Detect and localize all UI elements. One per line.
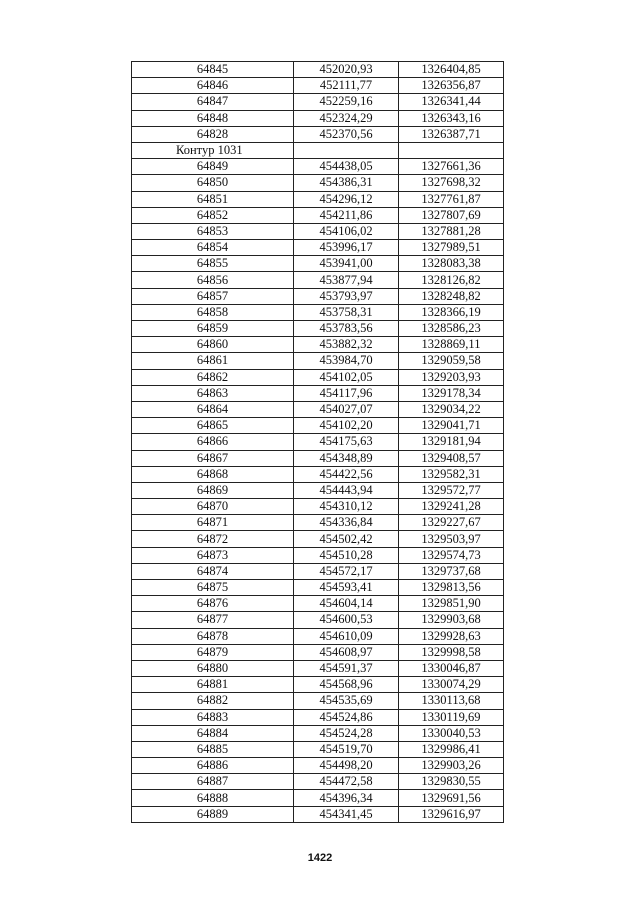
empty-x-cell	[294, 142, 399, 158]
y-coordinate-cell: 1326356,87	[399, 78, 504, 94]
x-coordinate-cell: 454502,42	[294, 531, 399, 547]
point-number-cell: 64849	[132, 159, 294, 175]
y-coordinate-cell: 1326343,16	[399, 110, 504, 126]
x-coordinate-cell: 454608,97	[294, 644, 399, 660]
x-coordinate-cell: 452111,77	[294, 78, 399, 94]
y-coordinate-cell: 1329408,57	[399, 450, 504, 466]
y-coordinate-cell: 1329903,68	[399, 612, 504, 628]
y-coordinate-cell: 1328586,23	[399, 321, 504, 337]
x-coordinate-cell: 452324,29	[294, 110, 399, 126]
point-number-cell: 64887	[132, 774, 294, 790]
point-number-cell: 64857	[132, 288, 294, 304]
point-number-cell: 64848	[132, 110, 294, 126]
point-number-cell: 64876	[132, 596, 294, 612]
point-number-cell: 64877	[132, 612, 294, 628]
point-number-cell: 64873	[132, 547, 294, 563]
x-coordinate-cell: 453877,94	[294, 272, 399, 288]
y-coordinate-cell: 1327761,87	[399, 191, 504, 207]
point-number-cell: 64864	[132, 401, 294, 417]
point-number-cell: 64880	[132, 660, 294, 676]
table-row	[132, 466, 504, 482]
x-coordinate-cell: 454600,53	[294, 612, 399, 628]
contour-header-row	[132, 142, 504, 158]
x-coordinate-cell: 454027,07	[294, 401, 399, 417]
point-number-cell: 64866	[132, 434, 294, 450]
table-row	[132, 353, 504, 369]
point-number-cell: 64861	[132, 353, 294, 369]
x-coordinate-cell: 454524,86	[294, 709, 399, 725]
table-row	[132, 337, 504, 353]
table-row	[132, 596, 504, 612]
point-number-cell: 64878	[132, 628, 294, 644]
point-number-cell: 64869	[132, 482, 294, 498]
x-coordinate-cell: 453882,32	[294, 337, 399, 353]
table-row	[132, 515, 504, 531]
x-coordinate-cell: 454568,96	[294, 677, 399, 693]
table-row	[132, 531, 504, 547]
point-number-cell: 64881	[132, 677, 294, 693]
point-number-cell: 64879	[132, 644, 294, 660]
y-coordinate-cell: 1329572,77	[399, 482, 504, 498]
table-row	[132, 693, 504, 709]
table-row	[132, 774, 504, 790]
table-row	[132, 499, 504, 515]
point-number-cell: 64862	[132, 369, 294, 385]
y-coordinate-cell: 1328869,11	[399, 337, 504, 353]
point-number-cell: 64886	[132, 758, 294, 774]
point-number-cell: 64845	[132, 62, 294, 78]
point-number-cell: 64870	[132, 499, 294, 515]
y-coordinate-cell: 1329241,28	[399, 499, 504, 515]
point-number-cell: 64860	[132, 337, 294, 353]
table-row	[132, 304, 504, 320]
x-coordinate-cell: 453758,31	[294, 304, 399, 320]
point-number-cell: 64850	[132, 175, 294, 191]
x-coordinate-cell: 452259,16	[294, 94, 399, 110]
empty-y-cell	[399, 142, 504, 158]
table-row	[132, 175, 504, 191]
x-coordinate-cell: 454348,89	[294, 450, 399, 466]
table-row	[132, 78, 504, 94]
contour-label: Контур 1031	[132, 142, 294, 158]
table-row	[132, 758, 504, 774]
y-coordinate-cell: 1329059,58	[399, 353, 504, 369]
table-row	[132, 660, 504, 676]
point-number-cell: 64883	[132, 709, 294, 725]
table-row	[132, 612, 504, 628]
y-coordinate-cell: 1327989,51	[399, 240, 504, 256]
point-number-cell: 64882	[132, 693, 294, 709]
x-coordinate-cell: 454524,28	[294, 725, 399, 741]
coordinates-table	[131, 61, 504, 823]
table-row	[132, 207, 504, 223]
y-coordinate-cell: 1326341,44	[399, 94, 504, 110]
x-coordinate-cell: 454443,94	[294, 482, 399, 498]
x-coordinate-cell: 454572,17	[294, 563, 399, 579]
point-number-cell: 64853	[132, 223, 294, 239]
table-row	[132, 644, 504, 660]
x-coordinate-cell: 454310,12	[294, 499, 399, 515]
table-row	[132, 677, 504, 693]
table-row	[132, 482, 504, 498]
table-row	[132, 385, 504, 401]
x-coordinate-cell: 454296,12	[294, 191, 399, 207]
y-coordinate-cell: 1329616,97	[399, 806, 504, 822]
y-coordinate-cell: 1329227,67	[399, 515, 504, 531]
table-row	[132, 418, 504, 434]
y-coordinate-cell: 1329178,34	[399, 385, 504, 401]
x-coordinate-cell: 454102,20	[294, 418, 399, 434]
x-coordinate-cell: 454396,34	[294, 790, 399, 806]
y-coordinate-cell: 1329986,41	[399, 741, 504, 757]
x-coordinate-cell: 454610,09	[294, 628, 399, 644]
point-number-cell: 64856	[132, 272, 294, 288]
point-number-cell: 64865	[132, 418, 294, 434]
x-coordinate-cell: 454472,58	[294, 774, 399, 790]
y-coordinate-cell: 1330113,68	[399, 693, 504, 709]
x-coordinate-cell: 453984,70	[294, 353, 399, 369]
y-coordinate-cell: 1328366,19	[399, 304, 504, 320]
y-coordinate-cell: 1327807,69	[399, 207, 504, 223]
table-row	[132, 240, 504, 256]
y-coordinate-cell: 1326387,71	[399, 126, 504, 142]
x-coordinate-cell: 454438,05	[294, 159, 399, 175]
x-coordinate-cell: 454593,41	[294, 580, 399, 596]
y-coordinate-cell: 1328248,82	[399, 288, 504, 304]
point-number-cell: 64851	[132, 191, 294, 207]
x-coordinate-cell: 454175,63	[294, 434, 399, 450]
y-coordinate-cell: 1329503,97	[399, 531, 504, 547]
table-row	[132, 369, 504, 385]
y-coordinate-cell: 1329041,71	[399, 418, 504, 434]
y-coordinate-cell: 1329691,56	[399, 790, 504, 806]
y-coordinate-cell: 1327661,36	[399, 159, 504, 175]
point-number-cell: 64889	[132, 806, 294, 822]
x-coordinate-cell: 454519,70	[294, 741, 399, 757]
point-number-cell: 64859	[132, 321, 294, 337]
table-row	[132, 741, 504, 757]
table-row	[132, 321, 504, 337]
table-row	[132, 401, 504, 417]
y-coordinate-cell: 1329903,26	[399, 758, 504, 774]
x-coordinate-cell: 454510,28	[294, 547, 399, 563]
table-row	[132, 94, 504, 110]
y-coordinate-cell: 1329830,55	[399, 774, 504, 790]
point-number-cell: 64846	[132, 78, 294, 94]
y-coordinate-cell: 1326404,85	[399, 62, 504, 78]
y-coordinate-cell: 1330074,29	[399, 677, 504, 693]
x-coordinate-cell: 452020,93	[294, 62, 399, 78]
y-coordinate-cell: 1329034,22	[399, 401, 504, 417]
table-row	[132, 223, 504, 239]
table-row	[132, 110, 504, 126]
point-number-cell: 64863	[132, 385, 294, 401]
x-coordinate-cell: 454604,14	[294, 596, 399, 612]
y-coordinate-cell: 1330040,53	[399, 725, 504, 741]
point-number-cell: 64884	[132, 725, 294, 741]
point-number-cell: 64858	[132, 304, 294, 320]
y-coordinate-cell: 1329998,58	[399, 644, 504, 660]
y-coordinate-cell: 1329851,90	[399, 596, 504, 612]
table-row	[132, 434, 504, 450]
point-number-cell: 64874	[132, 563, 294, 579]
point-number-cell: 64855	[132, 256, 294, 272]
x-coordinate-cell: 454336,84	[294, 515, 399, 531]
point-number-cell: 64885	[132, 741, 294, 757]
page-number: 1422	[307, 852, 333, 864]
point-number-cell: 64872	[132, 531, 294, 547]
y-coordinate-cell: 1329928,63	[399, 628, 504, 644]
x-coordinate-cell: 454535,69	[294, 693, 399, 709]
table-row	[132, 563, 504, 579]
x-coordinate-cell: 454106,02	[294, 223, 399, 239]
y-coordinate-cell: 1330119,69	[399, 709, 504, 725]
table-row	[132, 62, 504, 78]
table-row	[132, 126, 504, 142]
table-row	[132, 159, 504, 175]
point-number-cell: 64867	[132, 450, 294, 466]
point-number-cell: 64828	[132, 126, 294, 142]
table-row	[132, 272, 504, 288]
table-row	[132, 628, 504, 644]
y-coordinate-cell: 1328126,82	[399, 272, 504, 288]
table-row	[132, 790, 504, 806]
table-row	[132, 256, 504, 272]
x-coordinate-cell: 454341,45	[294, 806, 399, 822]
point-number-cell: 64847	[132, 94, 294, 110]
x-coordinate-cell: 453783,56	[294, 321, 399, 337]
y-coordinate-cell: 1327881,28	[399, 223, 504, 239]
point-number-cell: 64868	[132, 466, 294, 482]
x-coordinate-cell: 454211,86	[294, 207, 399, 223]
y-coordinate-cell: 1329181,94	[399, 434, 504, 450]
x-coordinate-cell: 453793,97	[294, 288, 399, 304]
point-number-cell: 64888	[132, 790, 294, 806]
table-row	[132, 450, 504, 466]
x-coordinate-cell: 453996,17	[294, 240, 399, 256]
table-row	[132, 288, 504, 304]
table-row	[132, 709, 504, 725]
point-number-cell: 64854	[132, 240, 294, 256]
table-row	[132, 547, 504, 563]
x-coordinate-cell: 454498,20	[294, 758, 399, 774]
table-row	[132, 580, 504, 596]
table-row	[132, 806, 504, 822]
x-coordinate-cell: 454386,31	[294, 175, 399, 191]
x-coordinate-cell: 454117,96	[294, 385, 399, 401]
x-coordinate-cell: 454591,37	[294, 660, 399, 676]
x-coordinate-cell: 454102,05	[294, 369, 399, 385]
x-coordinate-cell: 454422,56	[294, 466, 399, 482]
point-number-cell: 64875	[132, 580, 294, 596]
y-coordinate-cell: 1329574,73	[399, 547, 504, 563]
y-coordinate-cell: 1327698,32	[399, 175, 504, 191]
table-row	[132, 725, 504, 741]
y-coordinate-cell: 1330046,87	[399, 660, 504, 676]
point-number-cell: 64871	[132, 515, 294, 531]
y-coordinate-cell: 1329737,68	[399, 563, 504, 579]
table-row	[132, 191, 504, 207]
point-number-cell: 64852	[132, 207, 294, 223]
y-coordinate-cell: 1329582,31	[399, 466, 504, 482]
x-coordinate-cell: 452370,56	[294, 126, 399, 142]
y-coordinate-cell: 1329813,56	[399, 580, 504, 596]
coordinates-table-body	[132, 62, 504, 823]
y-coordinate-cell: 1329203,93	[399, 369, 504, 385]
y-coordinate-cell: 1328083,38	[399, 256, 504, 272]
x-coordinate-cell: 453941,00	[294, 256, 399, 272]
